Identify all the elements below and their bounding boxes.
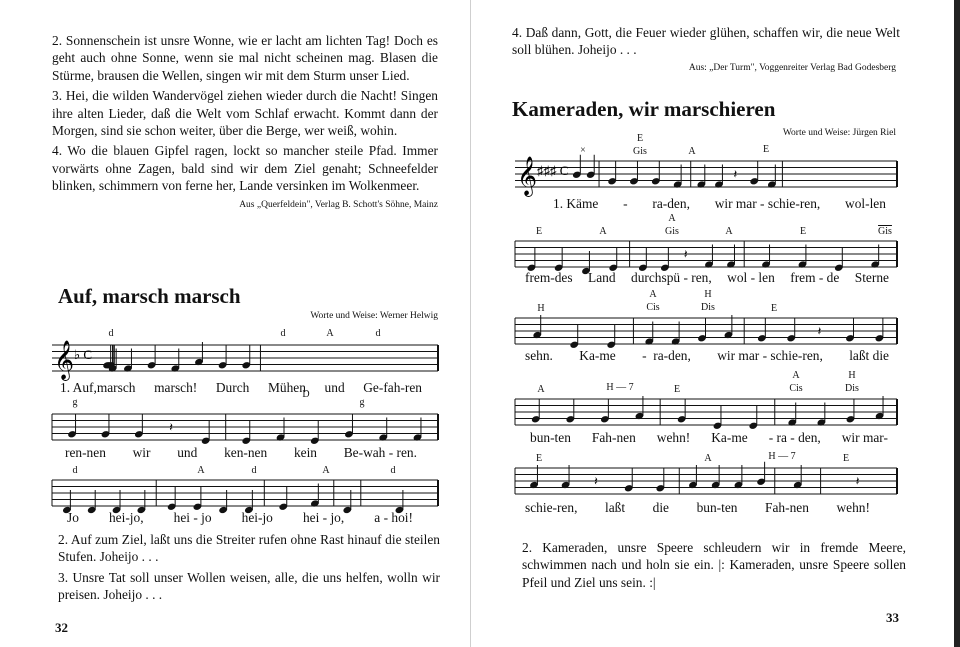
music-staff (515, 451, 897, 496)
bottom-verses (58, 531, 440, 607)
chord-symbol: A (599, 226, 607, 237)
verse-2: 2. Sonnenschein ist unsre Wonne, wie er lacht am lichten Tag! Doch es geht auch ohne Sonne, wenn sie mal nicht scheinen mag. Blasen die Stürme, brausen die Wellen, singen wir mit dem Sturm unser Lied. (52, 33, 438, 83)
lyric-syllable: Mühen (267, 380, 306, 395)
lyric-syllable: frem - de (790, 270, 840, 285)
chord-symbol: A (792, 370, 800, 381)
lyric-syllable: laßt die (849, 348, 889, 363)
rest-icon: 𝄽 (817, 324, 822, 338)
lyric-syllable: hei - jo, (302, 510, 345, 525)
music-staff (52, 389, 438, 442)
lyric-syllable: die (652, 500, 669, 515)
lyric-syllable: - (623, 196, 628, 211)
lyric-syllable: bun-ten (696, 500, 738, 515)
rest-icon: 𝄽 (683, 247, 688, 261)
lyric-syllable: wir mar- (841, 430, 888, 445)
book-gutter (470, 0, 471, 647)
chord-symbol: A (668, 213, 676, 224)
lyric-syllable: a - hoi! (374, 510, 413, 525)
lyric-syllable: Jo (67, 510, 79, 525)
lyrics-line (525, 270, 889, 286)
lyric-syllable: frem-des (525, 270, 573, 285)
lyric-syllable: laßt (604, 500, 626, 515)
lyric-syllable: ra-den, (652, 196, 690, 211)
lyric-syllable: Ka-me (579, 348, 616, 363)
lyric-syllable: Sterne (854, 270, 889, 285)
lyric-syllable: hei - jo (173, 510, 212, 525)
chord-symbol: D (302, 389, 310, 400)
chord-symbol: A (649, 289, 657, 300)
verse-4: 4. Wo die blauen Gipfel ragen, lockt so mancher steile Pfad. Immer vorwärts ohne Zagen, bald sind wir dem Ziel genaht; Schneefelder blinken, schimmern von ferne her, Lande versinken im Wolkenmeer. (52, 143, 438, 194)
lyric-syllable: 1. Auf,marsch (60, 380, 136, 395)
chord-symbol: A (322, 465, 330, 476)
top-verse (512, 24, 900, 74)
chord-symbol: Dis (701, 302, 715, 313)
chord-symbol: H (537, 303, 545, 314)
song-title: Auf, marsch marsch (58, 284, 241, 308)
chord-symbol: Cis (789, 383, 803, 394)
chord-symbol: A (688, 146, 696, 157)
lyrics-line (65, 445, 417, 461)
lyrics-line (553, 196, 886, 212)
lyric-syllable: kein (293, 445, 317, 460)
music-staff (52, 465, 438, 508)
chord-symbol: E (842, 453, 850, 464)
chord-symbol: E (535, 453, 543, 464)
lyric-syllable: Fah-nen (765, 500, 809, 515)
top-verses (52, 32, 438, 211)
lyric-syllable: Ka-me (711, 430, 748, 445)
chord-symbol: g (72, 397, 78, 408)
lyric-syllable: wir (132, 445, 151, 460)
chord-symbol: d (390, 465, 396, 476)
treble-clef-icon: 𝄞 (517, 158, 538, 195)
lyric-syllable: wir mar - schie-ren, (717, 348, 823, 363)
chord-symbol: $\overline{Gis}$ (878, 226, 892, 237)
lyric-syllable: ken-nen (224, 445, 268, 460)
staff-lines (515, 397, 897, 427)
song-credit: Worte und Weise: Werner Helwig (310, 311, 438, 321)
verse-4: 4. Daß dann, Gott, die Feuer wieder glühen, schaffen wir, die neue Welt soll blühen. Joheijo . . . (512, 25, 900, 58)
lyric-syllable: wehn! (656, 430, 691, 445)
lyric-syllable: wir mar - schie-ren, (714, 196, 821, 211)
lyric-syllable: Land (588, 270, 616, 285)
source-note: Aus „Querfeldein", Verlag B. Schott's Söhne, Mainz (239, 199, 438, 210)
lyric-syllable: wol - len (727, 270, 775, 285)
song-credit: Worte und Weise: Jürgen Riel (782, 128, 896, 138)
lyrics-line (530, 430, 888, 446)
lyrics-line (525, 500, 870, 516)
chord-symbol: g (359, 397, 365, 408)
chord-symbol: E (673, 384, 681, 395)
staff-lines (52, 412, 438, 442)
chord-symbol: E (799, 226, 807, 237)
lyric-syllable: Durch (215, 380, 250, 395)
verse-3: 3. Hei, die wilden Wandervögel ziehen wieder durch die Nacht! Singen ihre alten Lieder, daß die Welt vom Schlaf erwacht. Kommt dann der Morgen, sind sie schon weiter, über die Berge, wer weiß, wohin. (52, 88, 438, 139)
lyric-syllable: marsch! (154, 380, 198, 395)
rest-icon: 𝄽 (594, 474, 598, 488)
lyric-syllable: hei-jo, (108, 510, 144, 525)
lyric-syllable: - ra-den, (642, 348, 691, 363)
treble-clef-icon: 𝄞 (54, 342, 75, 379)
chord-symbol: H (704, 289, 712, 300)
staff-lines (515, 158, 897, 195)
chord-symbol: Gis (665, 226, 679, 237)
key-signature: ♭ C (74, 347, 93, 362)
lyric-syllable: Fah-nen (591, 430, 636, 445)
chord-symbol: A (704, 453, 712, 464)
lyric-syllable: hei-jo (241, 510, 273, 525)
music-staff (515, 213, 897, 269)
chord-symbol: d (280, 328, 286, 339)
source-note: Aus: „Der Turm", Voggenreiter Verlag Bad Godesberg (688, 62, 896, 73)
chord-symbol: A (326, 328, 334, 339)
music-staff (515, 289, 897, 346)
chord-symbol: Dis (845, 383, 859, 394)
page-edge (954, 0, 960, 647)
staff-lines (52, 342, 438, 379)
chord-symbol: d (375, 328, 381, 339)
chord-symbol: H (848, 370, 856, 381)
chord-symbol: Cis (646, 302, 660, 313)
verse-2: 2. Auf zum Ziel, laßt uns die Streiter rufen ohne Rast hinauf die steilen Stufen. Joheijo . . . (58, 532, 440, 565)
rest-icon: 𝄽 (855, 474, 860, 488)
page-number: 33 (886, 610, 899, 625)
chord-symbol: A (197, 465, 205, 476)
rest-icon: 𝄽 (169, 420, 173, 434)
verse-3: 3. Unsre Tat soll unser Wollen weisen, alle, die uns helfen, wolln wir preisen. Joheijo . . . (58, 569, 440, 603)
lyric-syllable: schie-ren, (525, 500, 578, 515)
verse-2: 2. Kameraden, unsre Speere schleudern wir in fremde Meere, schwimmen nach und holn sie ein. |: Kameraden, unsre Speere sollen Pfeil und Ziel uns sein. :| (522, 540, 906, 590)
chord-symbol: E (762, 144, 770, 155)
lyric-syllable: durchspü - ren, (631, 270, 712, 285)
lyric-syllable: Ge-fah-ren (363, 380, 422, 395)
page-number: 32 (55, 620, 68, 635)
chord-symbol: E (535, 226, 543, 237)
chord-symbol: A (725, 226, 733, 237)
staff-lines (52, 478, 438, 508)
lyric-syllable: sehn. (525, 348, 553, 363)
staff-lines (515, 316, 897, 346)
lyric-syllable: wehn! (836, 500, 870, 515)
lyrics-line (67, 510, 413, 526)
lyric-syllable: und (324, 380, 345, 395)
chord-symbol: A (537, 384, 545, 395)
rest-icon: 𝄽 (733, 167, 738, 181)
chord-symbol: × (580, 145, 586, 156)
chord-symbol: H — 7 (768, 451, 796, 462)
chord-symbol: E (636, 133, 644, 144)
lyric-syllable: ren-nen (65, 445, 106, 460)
chord-symbol: E (770, 303, 778, 314)
chord-symbol: d (251, 465, 257, 476)
chord-symbol: Gis (633, 146, 647, 157)
bottom-verse (522, 539, 906, 594)
lyric-syllable: und (177, 445, 198, 460)
chord-symbol: d (108, 328, 114, 339)
lyrics-line (60, 380, 422, 396)
lyric-syllable: bun-ten (530, 430, 571, 445)
lyric-syllable: wol-len (845, 196, 886, 211)
lyric-syllable: - ra - den, (768, 430, 821, 445)
song-title: Kameraden, wir marschieren (512, 97, 776, 121)
lyric-syllable: 1. Käme (553, 196, 599, 211)
staff-lines (515, 466, 897, 496)
key-signature: ♯♯♯ C (537, 163, 569, 178)
music-staff (52, 328, 438, 379)
staff-lines (515, 239, 897, 269)
chord-symbol: d (72, 465, 78, 476)
music-staff (515, 370, 897, 427)
chord-symbol: H — 7 (606, 382, 634, 393)
lyric-syllable: Be-wah - ren. (343, 445, 417, 460)
lyrics-line (525, 348, 889, 364)
